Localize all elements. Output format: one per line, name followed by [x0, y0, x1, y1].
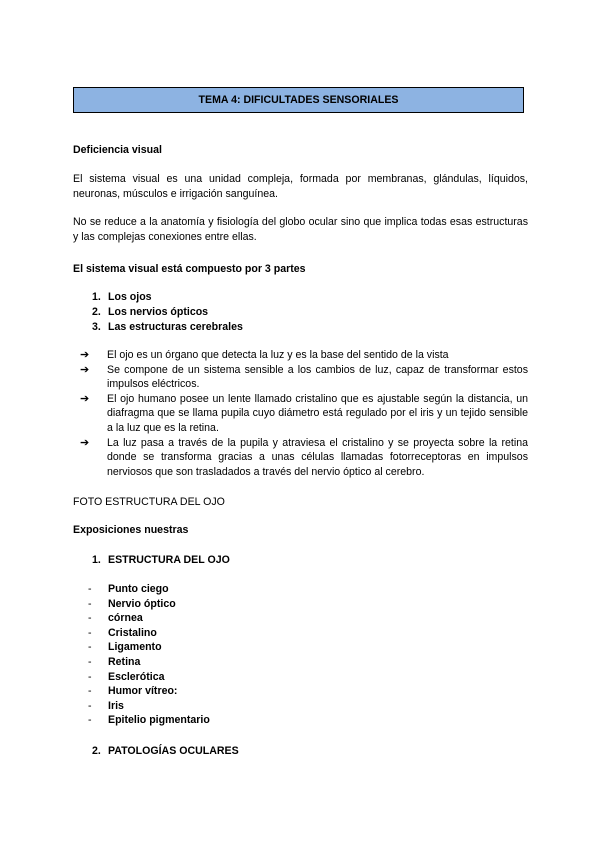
list-text: Cristalino [108, 626, 157, 639]
arrow-icon: ➔ [80, 349, 90, 361]
arrow-icon: ➔ [80, 436, 90, 449]
list-item [88, 597, 388, 612]
page-title: TEMA 4: DIFICULTADES SENSORIALES [73, 87, 524, 113]
list-item [80, 348, 528, 363]
dash-bullet: - [88, 670, 92, 683]
list-text: Iris [108, 699, 124, 712]
structure-list [88, 582, 388, 728]
list-item [88, 699, 388, 714]
section-label: PATOLOGÍAS OCULARES [108, 745, 239, 757]
arrow-icon: ➔ [80, 392, 90, 405]
list-item [88, 611, 388, 626]
subheading: El sistema visual está compuesto por 3 partes [73, 263, 306, 275]
list-text: Humor vítreo: [108, 685, 178, 698]
list-item [92, 305, 522, 320]
list-text: Retina [108, 655, 141, 668]
paragraph-1: El sistema visual es una unidad compleja, formada por membranas, glándulas, líquidos, neuronas, músculos e irrigación sanguínea. [73, 173, 528, 200]
list-text: córnea [108, 612, 143, 625]
section-number: 1. [92, 554, 101, 566]
parts-list [92, 290, 522, 335]
list-item [80, 392, 528, 436]
dash-bullet: - [88, 583, 92, 595]
dash-bullet: - [88, 612, 92, 625]
list-label: Los nervios ópticos [108, 306, 209, 318]
list-item [88, 684, 388, 699]
dash-bullet: - [88, 714, 92, 727]
exposiciones-heading: Exposiciones nuestras [73, 524, 189, 536]
list-item [88, 713, 388, 728]
list-label: Los ojos [108, 291, 152, 303]
list-number: 3. [92, 321, 101, 333]
list-text: Nervio óptico [108, 597, 176, 610]
dash-bullet: - [88, 626, 92, 639]
list-item [88, 640, 388, 655]
list-item [88, 670, 388, 685]
list-item [92, 290, 522, 305]
list-text: Esclerótica [108, 670, 165, 683]
dash-bullet: - [88, 597, 92, 610]
arrow-icon: ➔ [80, 363, 90, 376]
photo-note: FOTO ESTRUCTURA DEL OJO [73, 496, 225, 508]
list-text: El ojo humano posee un lente llamado cristalino que es ajustable según la distancia, un diafragma que se llama pupila cuyo diámetro está regulado por el iris y un tejido sensible a la luz que es la retina. [107, 392, 528, 434]
list-text: Epitelio pigmentario [108, 714, 210, 727]
arrow-list [80, 348, 528, 479]
list-item [92, 320, 522, 335]
dash-bullet: - [88, 655, 92, 668]
list-number: 2. [92, 306, 101, 318]
list-text: Ligamento [108, 641, 162, 654]
list-label: Las estructuras cerebrales [108, 321, 243, 333]
dash-bullet: - [88, 641, 92, 654]
section-1-heading [92, 553, 522, 568]
section-heading: Deficiencia visual [73, 144, 162, 156]
section-2-heading [92, 744, 522, 759]
list-text: Se compone de un sistema sensible a los cambios de luz, capaz de transformar estos impulsos eléctricos. [107, 363, 528, 391]
paragraph-2: No se reduce a la anatomía y fisiología del globo ocular sino que implica todas esas estructuras y las complejas conexiones entre ellas. [73, 216, 528, 243]
section-label: ESTRUCTURA DEL OJO [108, 554, 230, 566]
section-number: 2. [92, 745, 101, 757]
list-item [80, 363, 528, 392]
dash-bullet: - [88, 685, 92, 698]
list-item [88, 582, 388, 597]
list-text: La luz pasa a través de la pupila y atraviesa el cristalino y se proyecta sobre la retina donde se transforma gracias a unas células llamadas fotorreceptoras en impulsos nerviosos que son trasladados a través del nervio óptico al cerebro. [107, 436, 528, 478]
dash-bullet: - [88, 699, 92, 712]
list-item [80, 436, 528, 480]
list-text: El ojo es un órgano que detecta la luz y es la base del sentido de la vista [107, 349, 449, 361]
list-number: 1. [92, 291, 101, 303]
list-text: Punto ciego [108, 583, 169, 595]
list-item [88, 626, 388, 641]
list-item [88, 655, 388, 670]
